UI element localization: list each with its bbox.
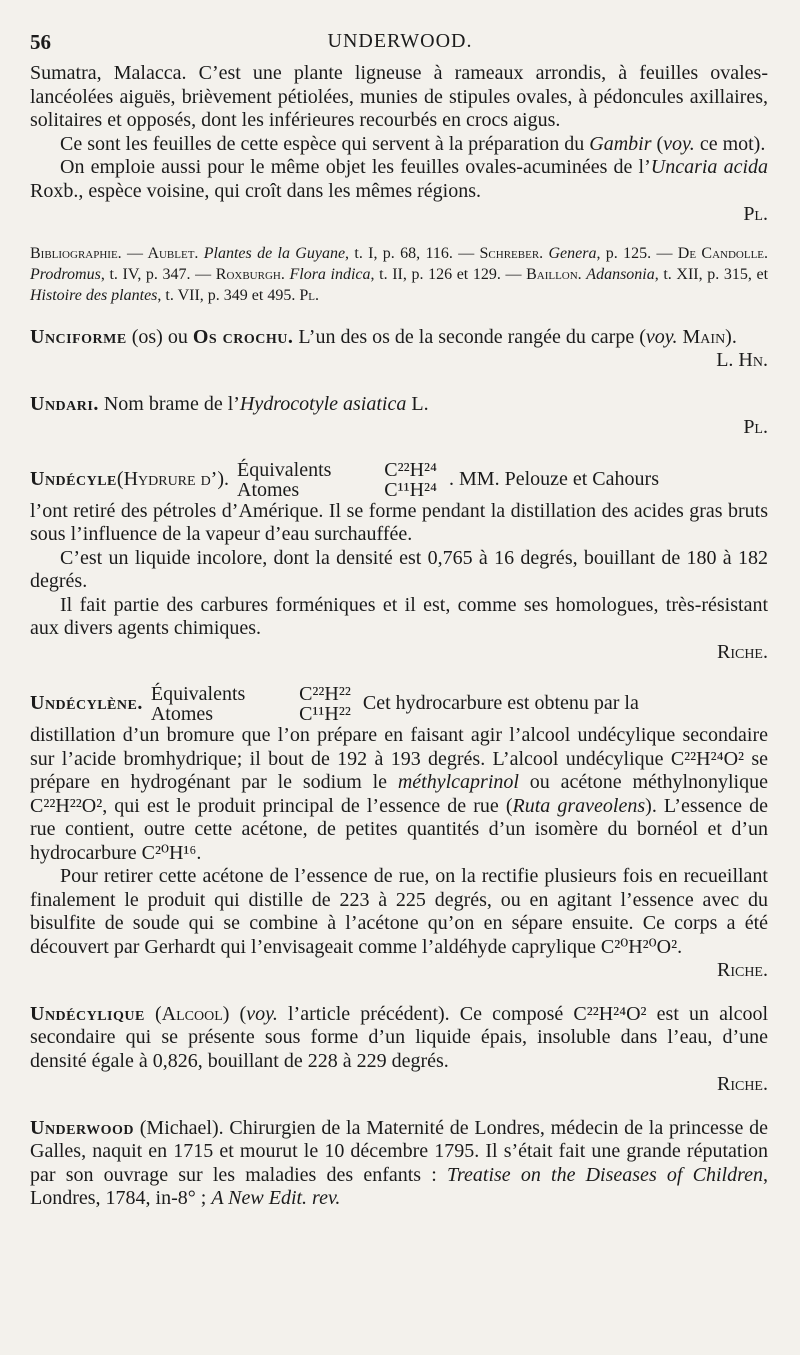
italic-term: Gambir xyxy=(589,132,652,155)
bibliography-run: , t. II, p. 126 et 129. — xyxy=(370,265,527,283)
paragraph xyxy=(30,1117,768,1211)
headword: Unciforme xyxy=(30,325,127,348)
entry-underwood xyxy=(30,1117,768,1211)
bibliography xyxy=(30,243,768,306)
author-signature: L. Hn. xyxy=(716,349,768,371)
author-signature: Pl. xyxy=(743,416,768,438)
entry-undecyle xyxy=(30,460,768,665)
bibliography-run: Bibliographie. — Aublet. xyxy=(30,244,204,262)
bibliography-run: De Candolle. xyxy=(677,244,769,262)
formula-label: Atomes xyxy=(237,478,300,501)
headword: Undari. xyxy=(30,392,99,415)
bibliography-run: Pl. xyxy=(299,286,319,304)
text-run: Ce sont les feuilles de cette espèce qui servent à la préparation du xyxy=(60,132,590,155)
bibliography-run: , t. I, p. 68, 116. — xyxy=(345,244,480,262)
formula-line xyxy=(30,460,768,500)
formula: C¹¹H²⁴ xyxy=(384,478,437,501)
text-run: Roxb., espèce voisine, qui croît dans les mêmes régions. xyxy=(30,179,482,202)
formula: C¹¹H²² xyxy=(299,703,351,725)
paragraph: Il fait partie des carbures forméniques et il est, comme ses homologues, très-résistant aux divers agents chimiques. xyxy=(30,593,768,639)
italic-term: voy. xyxy=(246,1002,278,1025)
bibliography-run: , p. 125. — xyxy=(596,244,678,262)
paragraph xyxy=(30,326,768,350)
formula-row xyxy=(151,704,351,724)
formula: C²²H²² xyxy=(299,683,351,705)
author-signature: Riche. xyxy=(716,640,768,663)
headword: Undécylène. xyxy=(30,692,143,715)
text-run: . MM. Pelouze et Cahours xyxy=(449,467,659,490)
formula-label: Équivalents xyxy=(150,683,246,705)
bibliography-run: , t. IV, p. 347. — xyxy=(100,265,216,283)
paragraph: l’ont retiré des pétroles d’Amérique. Il se forme pendant la distillation des acides gras bruts sous l’influence de la vapeur d’eau surchauffée. xyxy=(30,499,768,545)
bibliography-run: , t. VII, p. 349 et 495. xyxy=(157,286,300,304)
entry-unciforme xyxy=(30,326,768,373)
text-run: ou acétone méthylnonylique C²²H²²O², qui est le produit principal de l’essence de rue ( xyxy=(30,771,768,817)
bibliography-run: Roxburgh. xyxy=(215,265,290,283)
formula: C²²H²⁴ xyxy=(384,458,437,481)
italic-title: Treatise on the Diseases of Children xyxy=(446,1163,763,1186)
italic-term: voy. xyxy=(663,132,695,155)
formula-block xyxy=(151,684,351,724)
paragraph: Pour retirer cette acétone de l’essence de rue, on la rectifie plusieurs fois en recueillant finalement le produit qui distille de 223 à 225 degrés, ou en agitant l’essence avec du bisulfite de soude qui se combine à l’acétone qu’on en sépare ensuite. Ce corps a été découvert par Gerhardt qui l’envisageait comme l’aldéhyde caprylique C²⁰H²⁰O². xyxy=(30,865,768,958)
bibliography-run: Prodromus xyxy=(30,265,101,283)
text-run: l’article précédent). Ce composé C²²H²⁴O² est un alcool secondaire qui se présente sous forme d’un liquide épais, insoluble dans l’eau, d’une densité égale à 0,826, bouillant de 228 à 229 degrés. xyxy=(30,1002,768,1072)
bibliography-run: Baillon. xyxy=(526,265,587,283)
text-run: Cet hydrocarbure est obtenu par la xyxy=(362,692,639,715)
italic-title: A New Edit. rev. xyxy=(211,1187,341,1209)
bibliography-run: Genera xyxy=(548,244,597,262)
bibliography-run: Plantes de la Guyane xyxy=(203,244,346,262)
page-content xyxy=(30,62,768,1211)
page-header xyxy=(30,30,770,60)
page-number: 56 xyxy=(30,30,51,54)
author-signature: Riche. xyxy=(716,1073,768,1095)
formula-row xyxy=(237,480,437,500)
paragraph xyxy=(30,133,768,157)
paragraph xyxy=(30,724,768,865)
headword: Undécylique xyxy=(30,1002,145,1025)
bibliography-run: Schreber. xyxy=(479,244,549,262)
italic-term: voy. xyxy=(645,325,678,348)
text-run: Nom brame de l’ xyxy=(98,392,240,415)
running-title: UNDERWOOD. xyxy=(327,30,473,52)
text-run: Main). xyxy=(677,325,737,348)
subtitle: (Hydrure d’). xyxy=(116,467,229,490)
bibliography-run: Histoire des plantes xyxy=(30,286,158,304)
paragraph: C’est un liquide incolore, dont la densité est 0,765 à 16 degrés, bouillant de 180 à 182 degrés. xyxy=(30,546,768,592)
text-run: (os) ou xyxy=(126,325,193,348)
text-run: distillation d’un bromure que l’on prépare en faisant agir l’alcool undécylique secondaire sur l’acide bromhydrique; il bout de 192 à 193 degrés. L’alcool undécylique C²²H²⁴O² se prépare en hydrogénant par le sodium le xyxy=(30,724,768,793)
text-run: On emploie aussi pour le même objet les feuilles ovales-acuminées de l’ xyxy=(60,156,651,178)
paragraph: Sumatra, Malacca. C’est une plante ligneuse à rameaux arrondis, à feuilles ovales-lancéolées aiguës, brièvement pétiolées, munies de stipules ovales, à pédoncules axillaires, solitaires et opposés, dont les inférieures recourbés en crocs aigus. xyxy=(30,62,768,131)
entry-undari xyxy=(30,393,768,440)
entry-undecylene xyxy=(30,684,768,983)
headword: Underwood xyxy=(30,1116,135,1139)
text-run: , Londres, 1784, in-8° ; xyxy=(30,1163,768,1209)
text-run: (Alcool) ( xyxy=(144,1002,247,1025)
formula-label: Atomes xyxy=(150,703,214,725)
formula-line xyxy=(30,684,768,724)
italic-term: Ruta graveolens xyxy=(512,794,646,817)
formula-row xyxy=(237,460,437,480)
text-run: ce mot). xyxy=(694,132,766,155)
formula-label: Équivalents xyxy=(237,458,332,481)
bibliography-run: , t. XII, p. 315, et xyxy=(654,265,769,283)
headword: Undécyle xyxy=(30,467,117,490)
paragraph xyxy=(30,156,768,203)
text-run: (Michael). Chirurgien de la Maternité de Londres, médecin de la princesse de Galles, naquit en 1715 et mourut le 10 décembre 1795. Il s’était fait une grande réputation par son ouvrage sur les maladies des enfants : xyxy=(30,1116,768,1186)
author-signature: Riche. xyxy=(716,959,768,981)
text-run: ). L’essence de rue contient, outre cette acétone, de petites quantités d’un isomère du bornéol et d’un hydrocarbure C²⁰H¹⁶. xyxy=(30,794,769,864)
italic-term: Hydrocotyle asiatica xyxy=(239,392,407,415)
text-run: ( xyxy=(651,132,664,155)
italic-term: Uncaria acida xyxy=(650,156,769,178)
bibliography-run: Flora indica xyxy=(289,265,371,283)
paragraph xyxy=(30,1003,768,1074)
text-run: L’un des os de la seconde rangée du carpe ( xyxy=(293,325,646,348)
italic-term: méthylcaprinol xyxy=(397,771,519,793)
formula-block xyxy=(237,460,437,500)
article-gambir-plant xyxy=(30,62,768,306)
entry-undecylique xyxy=(30,1003,768,1097)
text-run: L. xyxy=(406,392,429,415)
paragraph xyxy=(30,393,768,417)
formula-row xyxy=(151,684,351,704)
headword-variant: Os crochu. xyxy=(192,325,294,348)
author-signature: Pl. xyxy=(743,203,768,225)
bibliography-run: Adansonia xyxy=(586,265,655,283)
